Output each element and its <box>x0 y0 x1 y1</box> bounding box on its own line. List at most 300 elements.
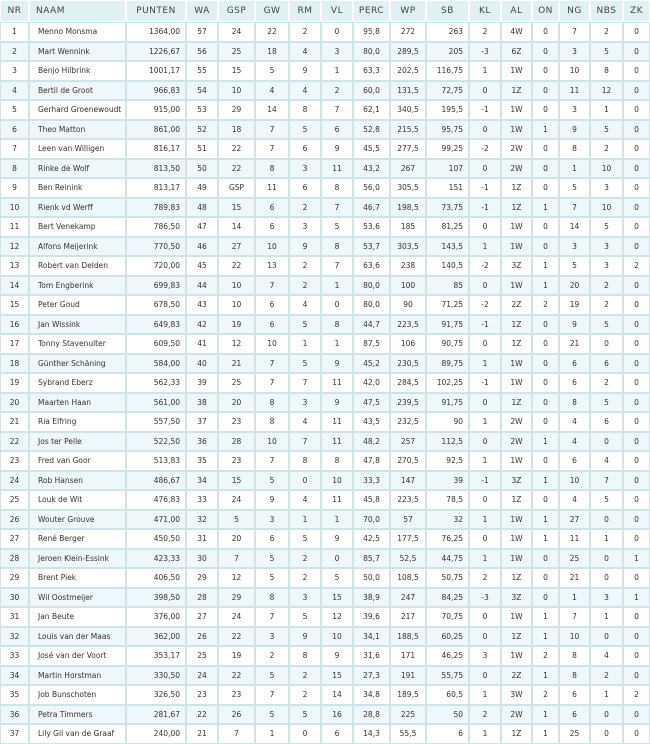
cell-punten: 720,00 <box>126 256 186 276</box>
cell-kl: 1 <box>469 549 501 569</box>
cell-nr: 19 <box>0 373 29 393</box>
cell-rm: 8 <box>289 451 321 471</box>
cell-vl: 9 <box>321 139 353 159</box>
cell-sb: 85 <box>426 276 469 296</box>
cell-rm: 1 <box>289 510 321 530</box>
cell-rm: 4 <box>289 81 321 101</box>
cell-rm: 3 <box>289 588 321 608</box>
cell-ng: 14 <box>559 217 590 237</box>
cell-nr: 36 <box>0 705 29 725</box>
cell-vl: 0 <box>321 22 353 42</box>
cell-sb: 95,75 <box>426 120 469 140</box>
cell-sb: 71,25 <box>426 295 469 315</box>
cell-on: 0 <box>532 159 559 179</box>
cell-gsp: 25 <box>218 373 255 393</box>
cell-sb: 81,25 <box>426 217 469 237</box>
table-row <box>0 198 650 218</box>
cell-sb: 151 <box>426 178 469 198</box>
cell-ng: 9 <box>559 120 590 140</box>
cell-gsp: 10 <box>218 295 255 315</box>
cell-naam: Rienk vd Werff <box>29 198 126 218</box>
cell-nbs: 0 <box>590 334 623 354</box>
cell-kl: 1 <box>469 61 501 81</box>
cell-nr: 5 <box>0 100 29 120</box>
cell-naam: Bert Venekamp <box>29 217 126 237</box>
cell-punten: 1001,17 <box>126 61 186 81</box>
cell-gw: 4 <box>255 81 289 101</box>
cell-vl: 5 <box>321 568 353 588</box>
cell-ng: 1 <box>559 159 590 179</box>
cell-perc: 38,9 <box>353 588 390 608</box>
cell-wa: 56 <box>186 42 218 62</box>
cell-on: 0 <box>532 81 559 101</box>
cell-perc: 62,1 <box>353 100 390 120</box>
cell-al: 2W <box>501 412 532 432</box>
cell-gw: 8 <box>255 588 289 608</box>
cell-gw: 2 <box>255 646 289 666</box>
cell-al: 1W <box>501 100 532 120</box>
cell-rm: 2 <box>289 256 321 276</box>
cell-perc: 47,8 <box>353 451 390 471</box>
cell-naam: Benjo Hilbrink <box>29 61 126 81</box>
cell-naam: Lily Gil van de Graaf <box>29 724 126 744</box>
cell-wp: 239,5 <box>390 393 426 413</box>
cell-wa: 27 <box>186 607 218 627</box>
cell-ng: 25 <box>559 724 590 744</box>
cell-nbs: 12 <box>590 81 623 101</box>
cell-gw: 3 <box>255 510 289 530</box>
table-row <box>0 373 650 393</box>
cell-on: 0 <box>532 42 559 62</box>
cell-perc: 39,6 <box>353 607 390 627</box>
cell-wp: 131,5 <box>390 81 426 101</box>
cell-zk: 0 <box>623 724 650 744</box>
cell-kl: -1 <box>469 100 501 120</box>
cell-wa: 39 <box>186 373 218 393</box>
cell-gsp: GSP <box>218 178 255 198</box>
cell-ng: 11 <box>559 529 590 549</box>
cell-punten: 376,00 <box>126 607 186 627</box>
cell-wa: 33 <box>186 490 218 510</box>
table-row <box>0 724 650 744</box>
cell-kl: 2 <box>469 568 501 588</box>
cell-naam: Fred van Goor <box>29 451 126 471</box>
cell-al: 2W <box>501 432 532 452</box>
cell-gsp: 15 <box>218 198 255 218</box>
cell-naam: Maarten Haan <box>29 393 126 413</box>
cell-gsp: 22 <box>218 159 255 179</box>
cell-sb: 73,75 <box>426 198 469 218</box>
cell-naam: Menno Monsma <box>29 22 126 42</box>
cell-punten: 486,67 <box>126 471 186 491</box>
cell-al: 4W <box>501 22 532 42</box>
cell-gw: 6 <box>255 529 289 549</box>
cell-kl: -1 <box>469 471 501 491</box>
cell-naam: Rob Hansen <box>29 471 126 491</box>
table-row <box>0 315 650 335</box>
cell-punten: 584,00 <box>126 354 186 374</box>
cell-wp: 108,5 <box>390 568 426 588</box>
cell-wa: 47 <box>186 217 218 237</box>
cell-al: 1Z <box>501 178 532 198</box>
cell-nr: 21 <box>0 412 29 432</box>
cell-gsp: 24 <box>218 22 255 42</box>
cell-perc: 45,5 <box>353 139 390 159</box>
table-row <box>0 81 650 101</box>
cell-naam: Louis van der Maas <box>29 627 126 647</box>
cell-al: 1W <box>501 451 532 471</box>
cell-wa: 30 <box>186 549 218 569</box>
table-row <box>0 178 650 198</box>
cell-sb: 116,75 <box>426 61 469 81</box>
table-row <box>0 412 650 432</box>
cell-wp: 106 <box>390 334 426 354</box>
cell-naam: Peter Goud <box>29 295 126 315</box>
cell-on: 1 <box>532 666 559 686</box>
cell-kl: -2 <box>469 295 501 315</box>
cell-zk: 0 <box>623 646 650 666</box>
cell-al: 1W <box>501 61 532 81</box>
cell-sb: 50,75 <box>426 568 469 588</box>
cell-nr: 23 <box>0 451 29 471</box>
cell-nr: 13 <box>0 256 29 276</box>
cell-al: 2W <box>501 139 532 159</box>
cell-sb: 195,5 <box>426 100 469 120</box>
cell-nbs: 6 <box>590 354 623 374</box>
cell-nbs: 2 <box>590 276 623 296</box>
cell-gsp: 22 <box>218 627 255 647</box>
cell-rm: 5 <box>289 120 321 140</box>
cell-perc: 43,5 <box>353 412 390 432</box>
cell-nbs: 1 <box>590 100 623 120</box>
cell-on: 0 <box>532 100 559 120</box>
cell-gsp: 15 <box>218 471 255 491</box>
cell-naam: Wil Oostmeijer <box>29 588 126 608</box>
cell-punten: 678,50 <box>126 295 186 315</box>
cell-nr: 26 <box>0 510 29 530</box>
cell-nbs: 4 <box>590 646 623 666</box>
cell-al: 1Z <box>501 724 532 744</box>
cell-gw: 22 <box>255 22 289 42</box>
cell-zk: 1 <box>623 588 650 608</box>
cell-gw: 5 <box>255 549 289 569</box>
cell-vl: 7 <box>321 198 353 218</box>
table-row <box>0 22 650 42</box>
cell-kl: 1 <box>469 354 501 374</box>
table-row <box>0 666 650 686</box>
cell-kl: 1 <box>469 451 501 471</box>
cell-gw: 6 <box>255 198 289 218</box>
cell-punten: 471,00 <box>126 510 186 530</box>
cell-vl: 7 <box>321 100 353 120</box>
cell-on: 0 <box>532 354 559 374</box>
cell-kl: -1 <box>469 178 501 198</box>
cell-al: 1Z <box>501 490 532 510</box>
cell-zk: 0 <box>623 139 650 159</box>
cell-ng: 10 <box>559 627 590 647</box>
cell-sb: 205 <box>426 42 469 62</box>
cell-zk: 0 <box>623 178 650 198</box>
cell-kl: 3 <box>469 646 501 666</box>
cell-wp: 238 <box>390 256 426 276</box>
cell-ng: 21 <box>559 568 590 588</box>
cell-gsp: 27 <box>218 237 255 257</box>
cell-punten: 326,50 <box>126 685 186 705</box>
cell-ng: 20 <box>559 276 590 296</box>
cell-rm: 4 <box>289 42 321 62</box>
cell-vl: 11 <box>321 432 353 452</box>
cell-wa: 49 <box>186 178 218 198</box>
cell-perc: 87,5 <box>353 334 390 354</box>
cell-nbs: 0 <box>590 627 623 647</box>
cell-nbs: 10 <box>590 198 623 218</box>
cell-wp: 185 <box>390 217 426 237</box>
table-row <box>0 139 650 159</box>
cell-al: 1W <box>501 510 532 530</box>
cell-naam: Sybrand Eberz <box>29 373 126 393</box>
cell-al: 3W <box>501 685 532 705</box>
cell-kl: 0 <box>469 276 501 296</box>
cell-ng: 1 <box>559 588 590 608</box>
cell-ng: 4 <box>559 432 590 452</box>
cell-gw: 5 <box>255 61 289 81</box>
cell-wp: 257 <box>390 432 426 452</box>
cell-on: 0 <box>532 61 559 81</box>
cell-punten: 561,00 <box>126 393 186 413</box>
cell-nr: 33 <box>0 646 29 666</box>
cell-zk: 1 <box>623 549 650 569</box>
cell-al: 1Z <box>501 81 532 101</box>
table-row <box>0 120 650 140</box>
cell-gsp: 23 <box>218 685 255 705</box>
cell-zk: 0 <box>623 627 650 647</box>
cell-naam: Job Bunschoten <box>29 685 126 705</box>
cell-kl: 0 <box>469 607 501 627</box>
cell-punten: 1226,67 <box>126 42 186 62</box>
cell-wp: 305,5 <box>390 178 426 198</box>
cell-kl: 2 <box>469 705 501 725</box>
cell-wa: 41 <box>186 334 218 354</box>
cell-al: 2Z <box>501 295 532 315</box>
cell-sb: 60,25 <box>426 627 469 647</box>
cell-perc: 47,5 <box>353 393 390 413</box>
cell-naam: Robert van Delden <box>29 256 126 276</box>
cell-wp: 272 <box>390 22 426 42</box>
cell-gw: 7 <box>255 451 289 471</box>
cell-nr: 24 <box>0 471 29 491</box>
cell-zk: 0 <box>623 451 650 471</box>
cell-al: 1W <box>501 549 532 569</box>
table-row <box>0 334 650 354</box>
cell-wa: 43 <box>186 295 218 315</box>
cell-nr: 22 <box>0 432 29 452</box>
cell-perc: 85,7 <box>353 549 390 569</box>
cell-nr: 9 <box>0 178 29 198</box>
cell-nr: 25 <box>0 490 29 510</box>
cell-gw: 7 <box>255 685 289 705</box>
cell-on: 1 <box>532 198 559 218</box>
cell-gw: 14 <box>255 100 289 120</box>
cell-rm: 2 <box>289 198 321 218</box>
cell-al: 1W <box>501 607 532 627</box>
cell-gw: 7 <box>255 120 289 140</box>
cell-naam: Jeroen Klein-Essink <box>29 549 126 569</box>
cell-vl: 5 <box>321 217 353 237</box>
cell-gsp: 20 <box>218 393 255 413</box>
cell-kl: -1 <box>469 198 501 218</box>
cell-on: 0 <box>532 315 559 335</box>
cell-wp: 267 <box>390 159 426 179</box>
cell-sb: 46,25 <box>426 646 469 666</box>
cell-vl: 9 <box>321 354 353 374</box>
cell-zk: 0 <box>623 471 650 491</box>
cell-sb: 78,5 <box>426 490 469 510</box>
cell-sb: 72,75 <box>426 81 469 101</box>
cell-ng: 8 <box>559 666 590 686</box>
cell-nbs: 3 <box>590 256 623 276</box>
cell-vl: 1 <box>321 510 353 530</box>
cell-punten: 813,50 <box>126 159 186 179</box>
cell-zk: 0 <box>623 412 650 432</box>
cell-wp: 52,5 <box>390 549 426 569</box>
cell-punten: 450,50 <box>126 529 186 549</box>
cell-rm: 5 <box>289 354 321 374</box>
cell-perc: 95,8 <box>353 22 390 42</box>
cell-zk: 0 <box>623 568 650 588</box>
cell-perc: 63,3 <box>353 61 390 81</box>
cell-wa: 40 <box>186 354 218 374</box>
cell-vl: 1 <box>321 61 353 81</box>
cell-gw: 6 <box>255 315 289 335</box>
column-header-gw: GW <box>255 0 289 22</box>
cell-nr: 10 <box>0 198 29 218</box>
cell-punten: 861,00 <box>126 120 186 140</box>
cell-gw: 13 <box>255 256 289 276</box>
cell-vl: 10 <box>321 471 353 491</box>
cell-ng: 6 <box>559 451 590 471</box>
cell-naam: Günther Schäning <box>29 354 126 374</box>
column-header-nbs: NBS <box>590 0 623 22</box>
cell-wp: 232,5 <box>390 412 426 432</box>
cell-naam: Tonny Stavenuiter <box>29 334 126 354</box>
cell-punten: 513,83 <box>126 451 186 471</box>
cell-punten: 476,83 <box>126 490 186 510</box>
cell-on: 1 <box>532 256 559 276</box>
cell-vl: 3 <box>321 42 353 62</box>
cell-zk: 0 <box>623 529 650 549</box>
cell-gw: 5 <box>255 705 289 725</box>
cell-wp: 289,5 <box>390 42 426 62</box>
cell-gw: 7 <box>255 607 289 627</box>
cell-vl: 16 <box>321 705 353 725</box>
cell-perc: 70,0 <box>353 510 390 530</box>
cell-al: 1W <box>501 237 532 257</box>
cell-sb: 70,75 <box>426 607 469 627</box>
cell-on: 1 <box>532 724 559 744</box>
cell-nbs: 5 <box>590 120 623 140</box>
cell-punten: 557,50 <box>126 412 186 432</box>
cell-sb: 32 <box>426 510 469 530</box>
cell-nr: 11 <box>0 217 29 237</box>
cell-nbs: 3 <box>590 588 623 608</box>
cell-nbs: 2 <box>590 139 623 159</box>
cell-gw: 10 <box>255 432 289 452</box>
cell-zk: 0 <box>623 373 650 393</box>
cell-gsp: 18 <box>218 120 255 140</box>
cell-rm: 0 <box>289 471 321 491</box>
cell-wa: 37 <box>186 412 218 432</box>
table-header <box>0 0 650 22</box>
cell-zk: 0 <box>623 393 650 413</box>
column-header-perc: PERC <box>353 0 390 22</box>
cell-wp: 177,5 <box>390 529 426 549</box>
table-row <box>0 42 650 62</box>
cell-sb: 92,5 <box>426 451 469 471</box>
cell-on: 0 <box>532 237 559 257</box>
cell-sb: 140,5 <box>426 256 469 276</box>
cell-sb: 90 <box>426 412 469 432</box>
cell-sb: 107 <box>426 159 469 179</box>
table-row <box>0 490 650 510</box>
cell-wa: 46 <box>186 237 218 257</box>
table-row <box>0 295 650 315</box>
cell-rm: 8 <box>289 646 321 666</box>
cell-nr: 16 <box>0 315 29 335</box>
cell-nbs: 5 <box>590 490 623 510</box>
cell-rm: 3 <box>289 217 321 237</box>
cell-kl: 0 <box>469 334 501 354</box>
cell-gsp: 24 <box>218 607 255 627</box>
cell-punten: 915,00 <box>126 100 186 120</box>
cell-nr: 3 <box>0 61 29 81</box>
cell-perc: 33,3 <box>353 471 390 491</box>
cell-wp: 223,5 <box>390 315 426 335</box>
cell-gsp: 23 <box>218 451 255 471</box>
column-header-zk: ZK <box>623 0 650 22</box>
cell-ng: 19 <box>559 295 590 315</box>
cell-rm: 3 <box>289 393 321 413</box>
cell-zk: 0 <box>623 61 650 81</box>
cell-gsp: 22 <box>218 256 255 276</box>
cell-perc: 31,6 <box>353 646 390 666</box>
cell-gsp: 26 <box>218 705 255 725</box>
cell-gsp: 25 <box>218 42 255 62</box>
cell-on: 1 <box>532 276 559 296</box>
cell-gsp: 7 <box>218 549 255 569</box>
cell-perc: 45,8 <box>353 490 390 510</box>
cell-on: 1 <box>532 471 559 491</box>
cell-nbs: 2 <box>590 666 623 686</box>
cell-vl: 6 <box>321 120 353 140</box>
cell-on: 0 <box>532 568 559 588</box>
cell-wp: 90 <box>390 295 426 315</box>
cell-nbs: 0 <box>590 510 623 530</box>
cell-ng: 3 <box>559 42 590 62</box>
cell-naam: Petra Timmers <box>29 705 126 725</box>
cell-gsp: 20 <box>218 529 255 549</box>
cell-nr: 30 <box>0 588 29 608</box>
cell-rm: 2 <box>289 549 321 569</box>
cell-punten: 649,83 <box>126 315 186 335</box>
cell-perc: 42,0 <box>353 373 390 393</box>
cell-rm: 5 <box>289 529 321 549</box>
cell-gsp: 14 <box>218 217 255 237</box>
cell-zk: 0 <box>623 217 650 237</box>
cell-gw: 6 <box>255 295 289 315</box>
cell-al: 3Z <box>501 471 532 491</box>
cell-vl: 9 <box>321 393 353 413</box>
cell-wp: 202,5 <box>390 61 426 81</box>
